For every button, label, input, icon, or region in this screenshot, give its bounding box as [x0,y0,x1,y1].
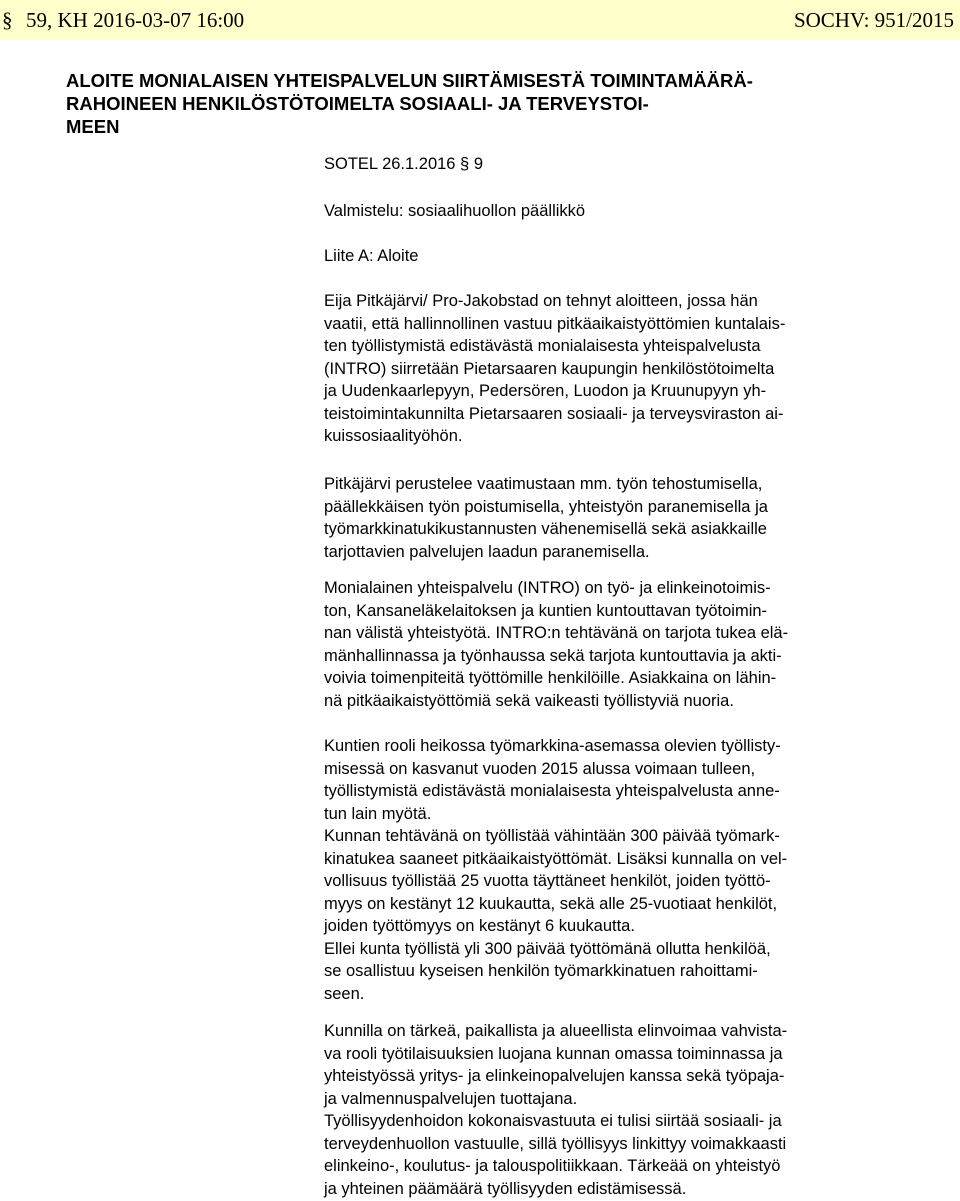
text-line: Ellei kunta työllistä yli 300 päivää työttömänä ollutta henkilöä, [324,939,771,958]
document-title [66,69,926,138]
body-paragraph [324,735,944,1005]
section-mark: § [2,8,13,32]
text-line: vollisuus työllistää 25 vuotta täyttäneet henkilöt, joiden työttö- [324,872,771,890]
text-line: nä pitkäaikaistyöttömiä sekä vaikeasti työllistyviä nuoria. [324,691,734,710]
text-line: (INTRO) siirretään Pietarsaaren kaupungin henkilöstötoimelta [324,359,775,378]
text-line: joiden työttömyys on kestänyt 6 kuukautta. [324,917,635,935]
text-line: päällekkäisen työn poistumisella, yhteistyön paranemisella ja [324,497,768,516]
text-line: kuissosiaalityöhön. [324,427,463,445]
text-line: Työllisyydenhoidon kokonaisvastuuta ei tulisi siirtää sosiaali- ja [324,1112,782,1130]
title-line: RAHOINEEN HENKILÖSTÖTOIMELTA SOSIAALI- JA TERVEYSTOI- [66,93,649,114]
title-line: ALOITE MONIALAISEN YHTEISPALVELUN SIIRTÄMISESTÄ TOIMINTAMÄÄRÄ- [66,70,753,91]
text-line: Monialainen yhteispalvelu (INTRO) on työ- ja elinkeinotoimis- [324,579,771,597]
text-line: teistoimintakunnilta Pietarsaaren sosiaali- ja terveysviraston ai- [324,404,784,423]
text-line: voivia toimenpiteitä työttömille henkilöille. Asiakkaina on lähin- [324,669,777,687]
text-line: seen. [324,984,365,1003]
meeting-reference: SOTEL 26.1.2016 § 9 [324,155,483,173]
text-line: va rooli työtilaisuuksien luojana kunnan omassa toiminnassa ja [324,1044,783,1063]
text-line: Kunnilla on tärkeä, paikallista ja alueellista elinvoimaa vahvista- [324,1022,788,1040]
text-line: työmarkkinatukikustannusten vähenemisellä sekä asiakkaille [324,520,767,538]
text-line: elinkeino-, koulutus- ja talouspolitiikkaan. Tärkeää on yhteistyö [324,1157,781,1175]
document-header-bar [0,0,960,40]
meeting-identifier: 59, KH 2016-03-07 16:00 [26,8,245,32]
text-line: yhteistyössä yritys- ja elinkeinopalvelujen kanssa sekä työpaja- [324,1067,785,1085]
text-line: terveydenhuollon vastuulle, sillä työllisyys linkittyy voimakkaasti [324,1134,787,1153]
text-line: tarjottavien palvelujen laadun paranemisella. [324,542,650,561]
title-line: MEEN [66,116,120,137]
text-line: se osallistuu kyseisen henkilön työmarkkinatuen rahoittami- [324,962,758,980]
text-line: ja valmennuspalvelujen tuottajana. [324,1089,578,1108]
text-line: misessä on kasvanut vuoden 2015 alussa voimaan tulleen, [324,759,756,778]
case-number: SOCHV: 951/2015 [793,8,954,32]
body-paragraph [324,577,944,712]
text-line: Pitkäjärvi perustelee vaatimustaan mm. työn tehostumisella, [324,475,763,493]
attachment-line: Liite A: Aloite [324,247,419,265]
text-line: mänhallinnassa ja työnhaussa sekä tarjota kuntouttavia ja akti- [324,646,782,665]
preparation-line: Valmistelu: sosiaalihuollon päällikkö [324,202,586,220]
text-line: ten työllistymistä edistävästä monialaisesta yhteispalvelusta [324,337,761,355]
text-line: Kuntien rooli heikossa työmarkkina-asemassa olevien työllisty- [324,737,781,755]
body-paragraph [324,290,944,448]
text-line: Kunnan tehtävänä on työllistää vähintään 300 päivää työmark- [324,827,780,845]
text-line: ton, Kansaneläkelaitoksen ja kuntien kuntouttavan työtoimin- [324,601,768,620]
text-line: työllistymistä edistävästä monialaisesta yhteispalvelusta anne- [324,782,780,800]
text-line: nan välistä yhteistyötä. INTRO:n tehtävänä on tarjota tukea elä- [324,624,789,642]
text-line: tun lain myötä. [324,804,432,823]
text-line: Eija Pitkäjärvi/ Pro-Jakobstad on tehnyt aloitteen, jossa hän [324,292,758,310]
text-line: ja Uudenkaarlepyyn, Pedersören, Luodon ja Kruunupyyn yh- [324,382,767,400]
body-paragraph [324,473,944,563]
text-line: myys on kestänyt 12 kuukautta, sekä alle 25-vuotiaat henkilöt, [324,894,778,913]
text-line: vaatii, että hallinnollinen vastuu pitkäaikaistyöttömien kuntalais- [324,314,786,333]
body-paragraph [324,1020,944,1200]
text-line: ja yhteinen päämäärä työllisyyden edistämisessä. [324,1179,687,1198]
text-line: kinatukea saaneet pitkäaikaistyöttömät. Lisäksi kunnalla on vel- [324,849,788,868]
